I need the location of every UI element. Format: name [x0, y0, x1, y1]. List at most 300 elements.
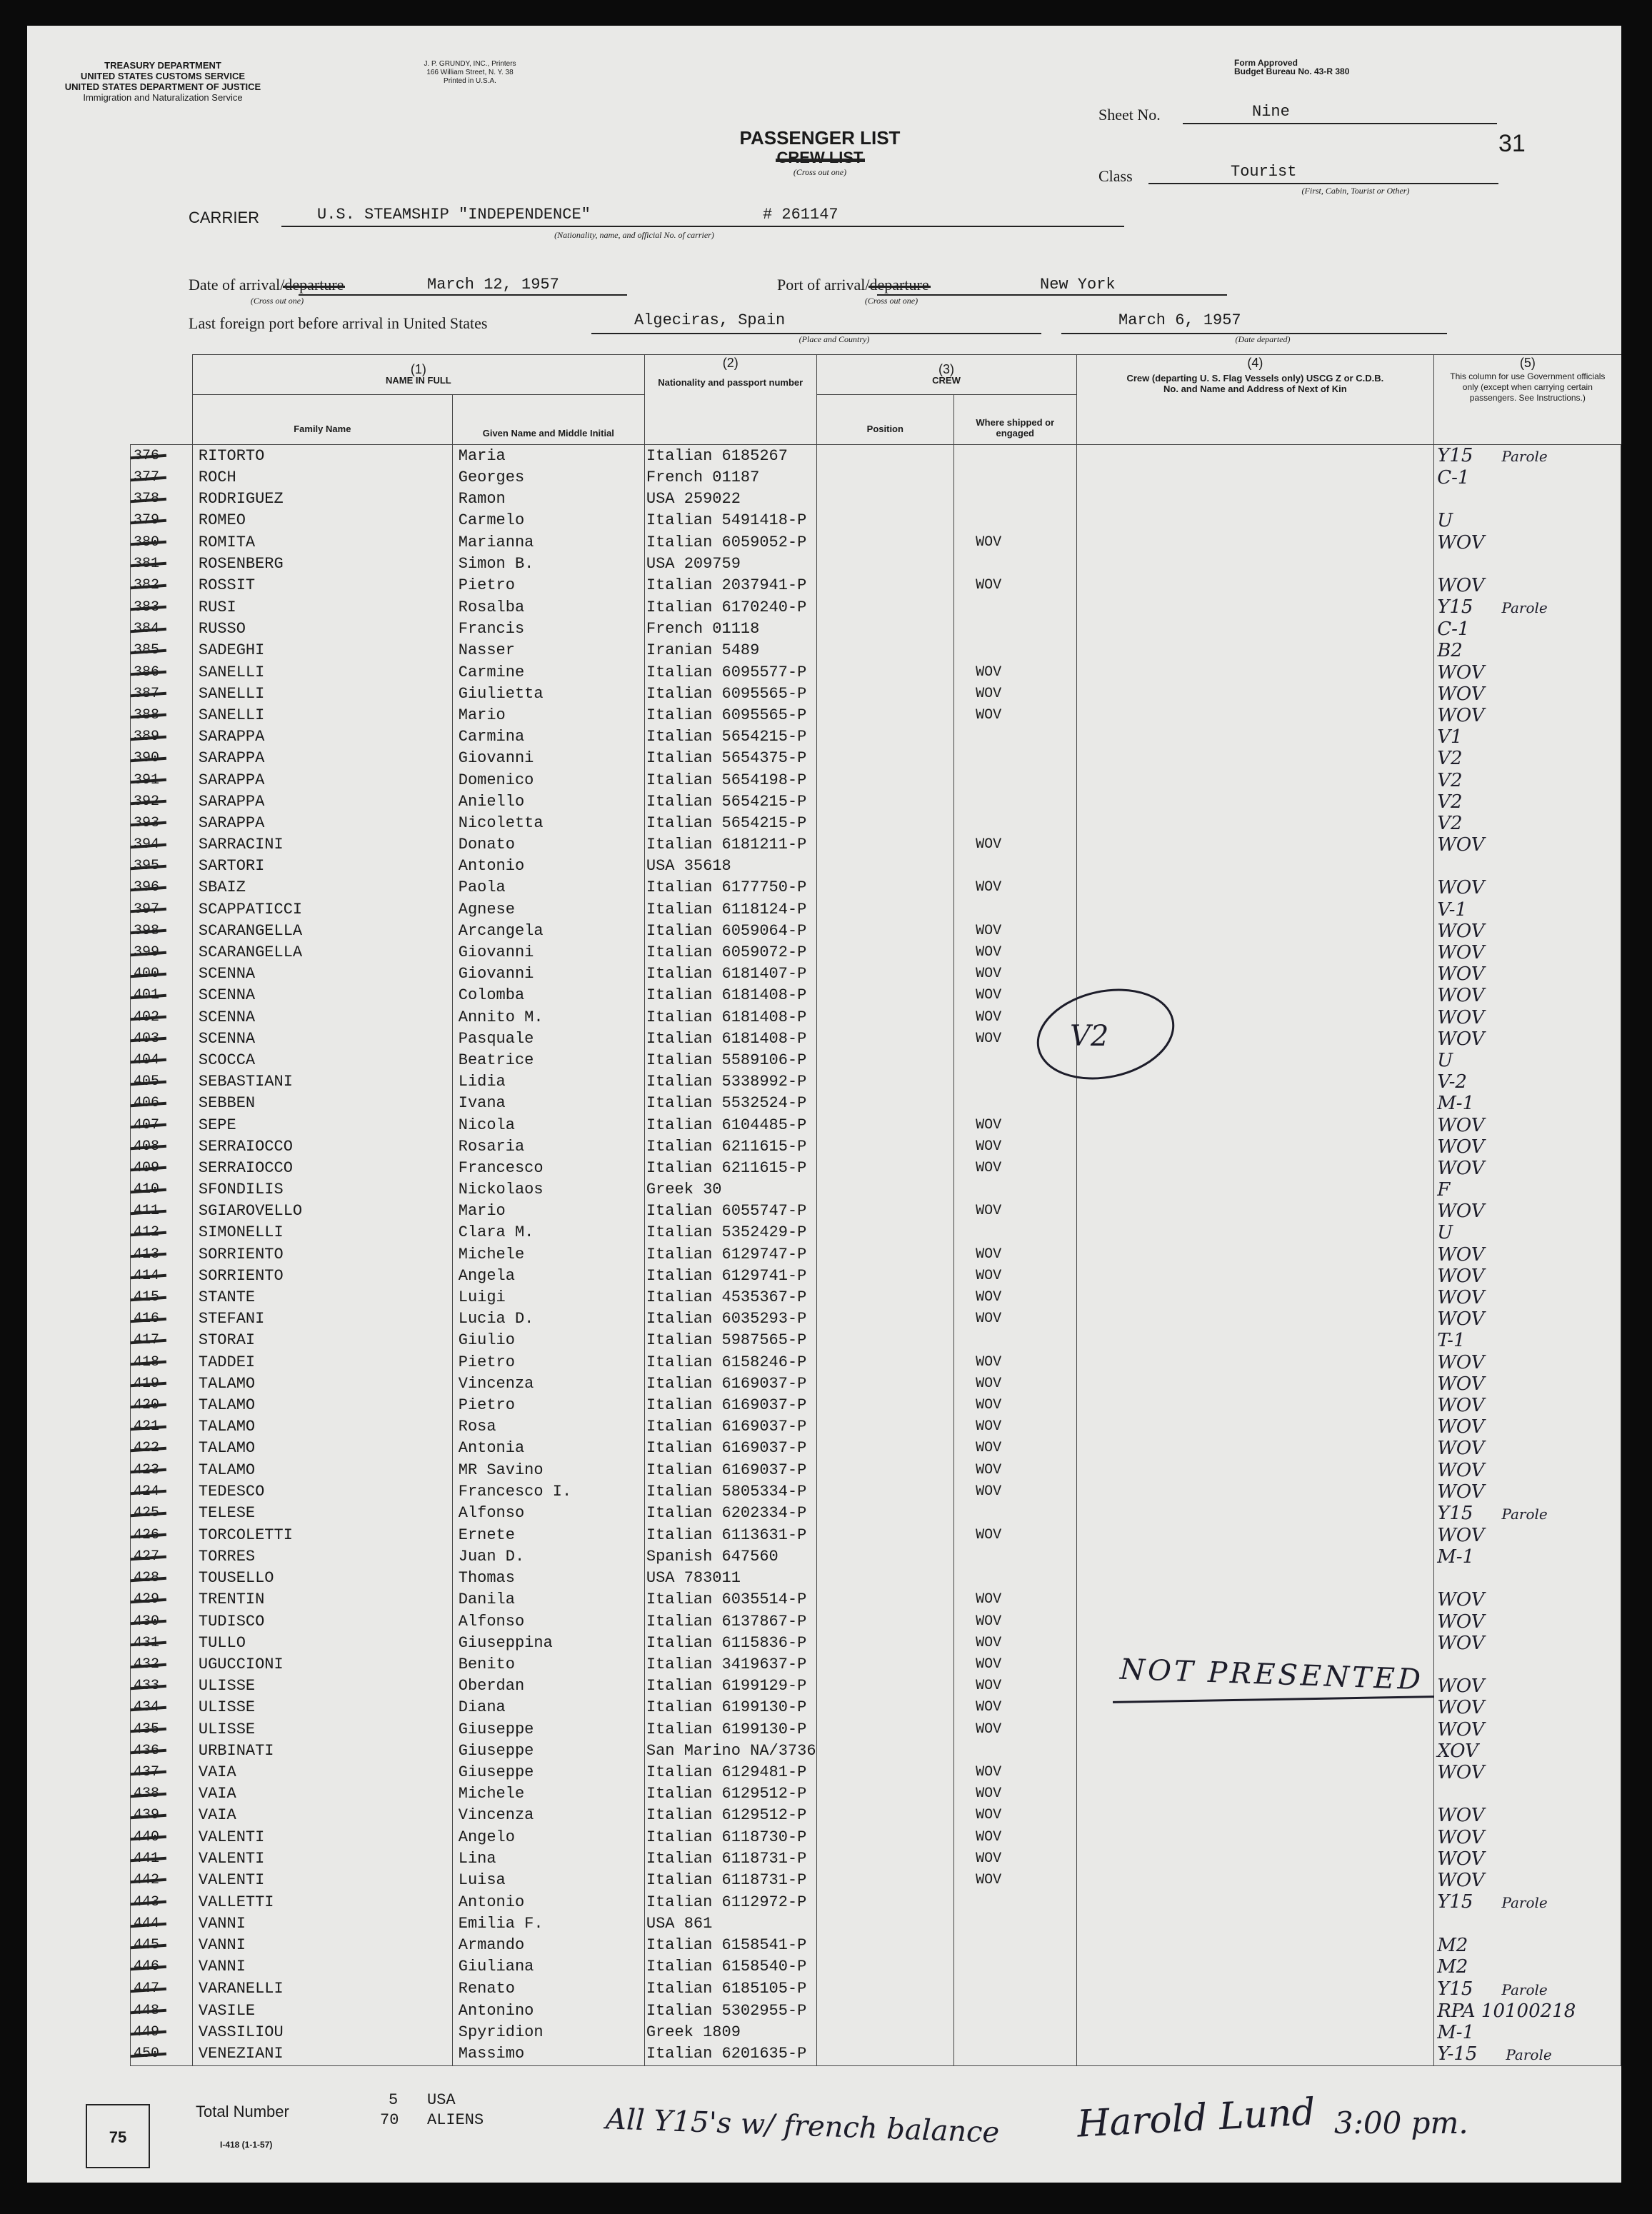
- crew-position: [816, 489, 954, 510]
- where-shipped: [954, 1956, 1076, 1978]
- given-name: [452, 1633, 644, 1654]
- nationality-passport: [644, 1826, 816, 1848]
- nationality-passport: [644, 554, 816, 575]
- nationality-passport: [644, 963, 816, 985]
- next-of-kin: [1076, 596, 1434, 618]
- row-number: [131, 1848, 193, 1870]
- table-row: [131, 1826, 1621, 1848]
- gov-remark: [1434, 1266, 1621, 1287]
- gov-remark: Y15 Parole: [1434, 445, 1621, 468]
- family-name: [192, 1416, 452, 1438]
- gov-remark-text: WOV: [1437, 985, 1485, 1007]
- family-name-text: RITORTO: [198, 446, 265, 465]
- gov-remark-text: WOV: [1437, 1394, 1485, 1416]
- circle-text: V2: [1070, 1020, 1109, 1053]
- given-name-text: Luisa: [458, 1870, 506, 1889]
- family-name-text: SCENNA: [198, 965, 256, 983]
- row-number-text: 392: [134, 793, 160, 810]
- given-name-text: Francesco: [458, 1158, 544, 1177]
- given-name-text: Simon B.: [458, 554, 534, 573]
- where-shipped: [954, 705, 1076, 726]
- where-shipped-header: Where shipped or engaged: [954, 395, 1076, 445]
- gov-remark: [1434, 1373, 1621, 1395]
- table-row: [131, 618, 1621, 640]
- gov-remark: [1434, 1870, 1621, 1891]
- family-name-text: SERRAIOCCO: [198, 1158, 293, 1177]
- nationality-passport: [644, 899, 816, 921]
- nationality-passport-text: Italian 6118124-P: [646, 900, 807, 918]
- given-name: [452, 467, 644, 489]
- family-name-text: SARAPPA: [198, 728, 265, 746]
- next-of-kin: [1076, 1201, 1434, 1222]
- family-name-text: SCENNA: [198, 986, 256, 1005]
- crew-position: [816, 1956, 954, 1978]
- nationality-passport: [644, 1222, 816, 1243]
- row-number: [131, 1740, 193, 1762]
- row-number-text: 425: [134, 1505, 160, 1522]
- row-number-text: 447: [134, 1980, 160, 1998]
- gov-remark: [1434, 813, 1621, 834]
- table-row: [131, 532, 1621, 554]
- row-number: [131, 683, 193, 705]
- gov-remark: [1434, 1395, 1621, 1416]
- row-number-text: 420: [134, 1396, 160, 1413]
- where-shipped: [954, 1654, 1076, 1675]
- row-number-text: 402: [134, 1008, 160, 1026]
- gov-remark: [1434, 1028, 1621, 1050]
- table-row: [131, 748, 1621, 769]
- given-name: [452, 2000, 644, 2022]
- nationality-passport-text: Italian 5654375-P: [646, 749, 807, 768]
- family-name: [192, 618, 452, 640]
- family-name: [192, 748, 452, 769]
- col1-title: NAME IN FULL: [386, 374, 451, 386]
- where-shipped-text: WOV: [976, 987, 1002, 1004]
- family-name-text: TALAMO: [198, 1418, 256, 1436]
- family-name-text: VAIA: [198, 1785, 236, 1803]
- family-name-text: VASSILIOU: [198, 2023, 284, 2041]
- row-number: [131, 1481, 193, 1503]
- family-name: [192, 834, 452, 856]
- family-name-text: VAIA: [198, 1806, 236, 1825]
- nationality-passport: [644, 683, 816, 705]
- family-name: [192, 1330, 452, 1351]
- nationality-passport-text: Italian 6035293-P: [646, 1310, 807, 1328]
- gov-remark: [1434, 769, 1621, 791]
- gov-remark: [1434, 791, 1621, 813]
- gov-remark-text: WOV: [1437, 942, 1485, 964]
- where-shipped: [954, 813, 1076, 834]
- next-of-kin: [1076, 1913, 1434, 1935]
- class-note: (First, Cabin, Tourist or Other): [1301, 186, 1410, 196]
- family-name-text: SARAPPA: [198, 813, 265, 832]
- crew-position: [816, 1913, 954, 1935]
- family-name-text: SADEGHI: [198, 641, 265, 660]
- gov-remark: [1434, 575, 1621, 596]
- next-of-kin: [1076, 726, 1434, 748]
- given-name: [452, 1330, 644, 1351]
- gov-remark: [1434, 1589, 1621, 1611]
- family-name-text: VANNI: [198, 1958, 246, 1976]
- next-of-kin: [1076, 1416, 1434, 1438]
- nationality-passport-text: Italian 6059072-P: [646, 943, 807, 962]
- crew-position: [816, 1287, 954, 1308]
- nationality-passport-text: Italian 6055747-P: [646, 1202, 807, 1221]
- col3-title: CREW: [932, 374, 961, 386]
- gov-remark-text: WOV: [1437, 1265, 1485, 1287]
- table-row: [131, 1438, 1621, 1459]
- family-name-text: SFONDILIS: [198, 1181, 284, 1199]
- nationality-passport: [644, 985, 816, 1006]
- row-number-text: 409: [134, 1159, 160, 1176]
- given-name-text: Agnese: [458, 900, 515, 918]
- crew-position: [816, 1675, 954, 1697]
- family-name-text: VASILE: [198, 2001, 256, 2020]
- crew-position: [816, 2000, 954, 2022]
- row-number-text: 407: [134, 1116, 160, 1133]
- family-name: [192, 1244, 452, 1266]
- nationality-passport: [644, 1870, 816, 1891]
- given-name: [452, 726, 644, 748]
- given-name: [452, 1675, 644, 1697]
- printer-line-3: Printed in U.S.A.: [444, 77, 496, 85]
- nationality-passport: [644, 1481, 816, 1503]
- next-of-kin: [1076, 1956, 1434, 1978]
- table-row: [131, 1891, 1621, 1913]
- given-name-text: Pietro: [458, 576, 515, 595]
- table-row: [131, 985, 1621, 1006]
- family-name-text: SCOCCA: [198, 1051, 256, 1069]
- given-name: [452, 532, 644, 554]
- given-name: [452, 1007, 644, 1028]
- col5-number: (5): [1519, 356, 1536, 370]
- carrier-label: CARRIER: [189, 209, 260, 226]
- given-name-text: Pietro: [458, 1396, 515, 1414]
- given-name: [452, 1201, 644, 1222]
- gov-remark-text: B2: [1437, 640, 1463, 662]
- page-number: 31: [1498, 130, 1526, 157]
- gov-remark-text: WOV: [1437, 661, 1485, 683]
- nationality-passport: [644, 1459, 816, 1481]
- gov-remark: Y15 Parole: [1434, 1978, 1621, 2000]
- crew-position: [816, 899, 954, 921]
- family-name: [192, 921, 452, 942]
- given-name-text: Alfonso: [458, 1504, 525, 1523]
- crew-position: [816, 1546, 954, 1568]
- row-number-text: 395: [134, 858, 160, 875]
- nationality-passport-text: USA 861: [646, 1915, 713, 1933]
- arrival-date-value: March 12, 1957: [427, 276, 559, 294]
- where-shipped: [954, 1935, 1076, 1956]
- family-name-text: SCENNA: [198, 1029, 256, 1048]
- where-shipped: [954, 834, 1076, 856]
- family-name-text: TELESE: [198, 1504, 256, 1523]
- gov-remark: [1434, 899, 1621, 921]
- given-name-text: Giovanni: [458, 749, 534, 768]
- family-name: [192, 2043, 452, 2066]
- crew-position: [816, 1978, 954, 2000]
- next-of-kin: [1076, 1719, 1434, 1740]
- row-number-text: 379: [134, 512, 160, 529]
- family-name: [192, 1093, 452, 1114]
- nationality-passport-text: Italian 6118731-P: [646, 1849, 807, 1868]
- next-of-kin: [1076, 1114, 1434, 1136]
- table-row: [131, 834, 1621, 856]
- row-number: [131, 596, 193, 618]
- where-shipped-text: WOV: [976, 1699, 1002, 1716]
- given-name-text: Francis: [458, 620, 525, 638]
- where-shipped: [954, 1870, 1076, 1891]
- row-number: [131, 1330, 193, 1351]
- gov-remark: [1434, 532, 1621, 554]
- where-shipped: [954, 1633, 1076, 1654]
- crew-position: [816, 1611, 954, 1633]
- row-number-text: 396: [134, 879, 160, 896]
- nationality-passport: [644, 1352, 816, 1373]
- arrival-date-note: (Cross out one): [250, 296, 304, 306]
- parole-note: Parole: [1501, 1894, 1548, 1911]
- col4-number: (4): [1247, 356, 1263, 370]
- next-of-kin: [1076, 489, 1434, 510]
- gov-remark-text: WOV: [1437, 1243, 1485, 1266]
- nationality-passport-text: Italian 6211615-P: [646, 1137, 807, 1156]
- nationality-passport: [644, 1093, 816, 1114]
- row-number: [131, 1308, 193, 1330]
- nationality-passport: [644, 942, 816, 963]
- nationality-passport-text: Italian 6158540-P: [646, 1958, 807, 1976]
- next-of-kin: [1076, 2043, 1434, 2066]
- row-number-text: 394: [134, 836, 160, 853]
- row-number: [131, 1611, 193, 1633]
- row-number-text: 404: [134, 1051, 160, 1068]
- given-name-text: Lucia D.: [458, 1310, 534, 1328]
- table-row: [131, 705, 1621, 726]
- where-shipped: [954, 618, 1076, 640]
- family-name: [192, 1956, 452, 1978]
- table-row: [131, 1266, 1621, 1287]
- row-number-text: 389: [134, 728, 160, 746]
- where-shipped: [954, 1697, 1076, 1718]
- family-name: [192, 2022, 452, 2043]
- gov-remark: [1434, 985, 1621, 1006]
- nationality-passport: [644, 1503, 816, 1525]
- table-row: [131, 510, 1621, 531]
- row-number-text: 422: [134, 1440, 160, 1457]
- table-row: [131, 813, 1621, 834]
- next-of-kin: [1076, 1244, 1434, 1266]
- nationality-passport-text: Italian 6177750-P: [646, 878, 807, 897]
- nationality-passport-text: Italian 4535367-P: [646, 1288, 807, 1307]
- gov-remark-text: WOV: [1437, 1848, 1485, 1870]
- crew-position: [816, 683, 954, 705]
- agency-line-1: TREASURY DEPARTMENT: [104, 60, 221, 71]
- gov-remark: [1434, 2000, 1621, 2022]
- given-name-text: Juan D.: [458, 1548, 525, 1566]
- nationality-passport-text: Greek 1809: [646, 2023, 741, 2041]
- passenger-table: [130, 354, 1621, 2066]
- where-shipped: [954, 1913, 1076, 1935]
- family-name: [192, 769, 452, 791]
- given-name: [452, 1654, 644, 1675]
- alien-count: 70: [380, 2111, 399, 2129]
- nationality-passport: [644, 1395, 816, 1416]
- where-shipped: [954, 1114, 1076, 1136]
- crew-position: [816, 2043, 954, 2066]
- gov-remark-text: WOV: [1437, 1114, 1485, 1136]
- last-port-label: Last foreign port before arrival in United States: [189, 314, 488, 332]
- nationality-passport: [644, 1675, 816, 1697]
- family-name-text: STEFANI: [198, 1310, 265, 1328]
- table-row: [131, 445, 1621, 468]
- row-number-text: 414: [134, 1267, 160, 1284]
- nationality-passport-text: Italian 6202334-P: [646, 1504, 807, 1523]
- crew-position: [816, 791, 954, 813]
- gov-remark-text: WOV: [1437, 1524, 1485, 1546]
- sheet-underline: [1183, 123, 1497, 124]
- row-number-text: 432: [134, 1656, 160, 1673]
- next-of-kin: [1076, 445, 1434, 468]
- where-shipped: [954, 2043, 1076, 2066]
- gov-remark: [1434, 1546, 1621, 1568]
- table-row: [131, 1697, 1621, 1718]
- family-name-text: VALLETTI: [198, 1893, 274, 1911]
- given-name-text: Giuliana: [458, 1958, 534, 1976]
- nationality-passport: [644, 1740, 816, 1762]
- gov-remark-text: WOV: [1437, 1718, 1485, 1740]
- given-name-text: Mario: [458, 1202, 506, 1221]
- row-number-text: 426: [134, 1526, 160, 1543]
- row-number-text: 386: [134, 663, 160, 681]
- nationality-passport-text: Italian 6199130-P: [646, 1698, 807, 1717]
- gov-remark-text: M-1: [1437, 1093, 1475, 1115]
- nationality-passport: [644, 1568, 816, 1589]
- crew-position: [816, 1308, 954, 1330]
- table-row: [131, 596, 1621, 618]
- where-shipped-text: WOV: [976, 922, 1002, 939]
- given-name: [452, 877, 644, 898]
- nationality-passport-text: Italian 6129512-P: [646, 1785, 807, 1803]
- gov-remark: [1434, 1158, 1621, 1179]
- carrier-value: U.S. STEAMSHIP "INDEPENDENCE": [317, 206, 591, 224]
- where-shipped: [954, 1093, 1076, 1114]
- last-port-date-note: (Date departed): [1235, 334, 1291, 344]
- arrival-date-underline: [299, 294, 627, 296]
- row-number: [131, 510, 193, 531]
- crew-position: [816, 1050, 954, 1071]
- given-name: [452, 1503, 644, 1525]
- given-name: [452, 640, 644, 661]
- next-of-kin: [1076, 921, 1434, 942]
- where-shipped: [954, 1222, 1076, 1243]
- family-name: [192, 1287, 452, 1308]
- where-shipped: [954, 1373, 1076, 1395]
- nationality-passport: [644, 1805, 816, 1826]
- next-of-kin: [1076, 856, 1434, 877]
- crew-position: [816, 532, 954, 554]
- nationality-passport: [644, 618, 816, 640]
- where-shipped: [954, 921, 1076, 942]
- crew-position: [816, 1525, 954, 1546]
- table-row: [131, 1222, 1621, 1243]
- where-shipped: [954, 1783, 1076, 1805]
- next-of-kin: [1076, 1848, 1434, 1870]
- carrier-underline: [281, 226, 1124, 227]
- where-shipped: [954, 1459, 1076, 1481]
- where-shipped-text: WOV: [976, 663, 1002, 681]
- table-row: [131, 1633, 1621, 1654]
- table-row: [131, 1114, 1621, 1136]
- table-row: [131, 2043, 1621, 2066]
- row-number: [131, 467, 193, 489]
- table-row: [131, 1352, 1621, 1373]
- nationality-passport-text: Italian 6211615-P: [646, 1158, 807, 1177]
- row-number: [131, 1438, 193, 1459]
- where-shipped: [954, 1308, 1076, 1330]
- family-name-text: SERRAIOCCO: [198, 1137, 293, 1156]
- family-name: [192, 510, 452, 531]
- family-name-text: UGUCCIONI: [198, 1656, 284, 1674]
- nationality-passport: [644, 1287, 816, 1308]
- gov-remark-text: WOV: [1437, 1481, 1485, 1503]
- nationality-passport: [644, 1071, 816, 1093]
- next-of-kin: [1076, 813, 1434, 834]
- row-number: [131, 1416, 193, 1438]
- given-name: [452, 1783, 644, 1805]
- nationality-passport-text: USA 259022: [646, 490, 741, 509]
- given-name: [452, 1136, 644, 1158]
- form-approved-line-2: Budget Bureau No. 43-R 380: [1234, 66, 1350, 76]
- class-label: Class: [1098, 167, 1133, 185]
- given-name-text: Nicola: [458, 1116, 515, 1134]
- given-name: [452, 1114, 644, 1136]
- where-shipped: [954, 1546, 1076, 1568]
- where-shipped-text: WOV: [976, 1678, 1002, 1695]
- table-row: [131, 1870, 1621, 1891]
- nationality-passport-text: Italian 6199130-P: [646, 1720, 807, 1738]
- given-name: [452, 2043, 644, 2066]
- given-name-text: Giuseppina: [458, 1633, 553, 1652]
- row-number-text: 444: [134, 1915, 160, 1933]
- crew-position: [816, 1093, 954, 1114]
- crew-position: [816, 748, 954, 769]
- given-name: [452, 596, 644, 618]
- next-of-kin: [1076, 1266, 1434, 1287]
- given-name: [452, 1395, 644, 1416]
- table-row: [131, 1568, 1621, 1589]
- gov-remark-text: WOV: [1437, 834, 1485, 856]
- given-name-text: Pietro: [458, 1353, 515, 1371]
- table-row: [131, 963, 1621, 985]
- where-shipped-text: WOV: [976, 1871, 1002, 1888]
- family-name: [192, 1783, 452, 1805]
- gov-remark: [1434, 489, 1621, 510]
- gov-remark: [1434, 1308, 1621, 1330]
- nationality-passport: [644, 1611, 816, 1633]
- row-number: [131, 748, 193, 769]
- gov-remark-text: WOV: [1437, 1632, 1485, 1654]
- next-of-kin: [1076, 1805, 1434, 1826]
- row-number: [131, 2022, 193, 2043]
- where-shipped: [954, 942, 1076, 963]
- nationality-passport-text: Italian 5654215-P: [646, 813, 807, 832]
- given-name-text: Giuseppe: [458, 1741, 534, 1760]
- family-name-text: TORRES: [198, 1548, 256, 1566]
- where-shipped: [954, 510, 1076, 531]
- where-shipped-text: WOV: [976, 1526, 1002, 1543]
- table-row: [131, 1308, 1621, 1330]
- row-number-text: 434: [134, 1699, 160, 1716]
- family-name-text: TRENTIN: [198, 1591, 265, 1609]
